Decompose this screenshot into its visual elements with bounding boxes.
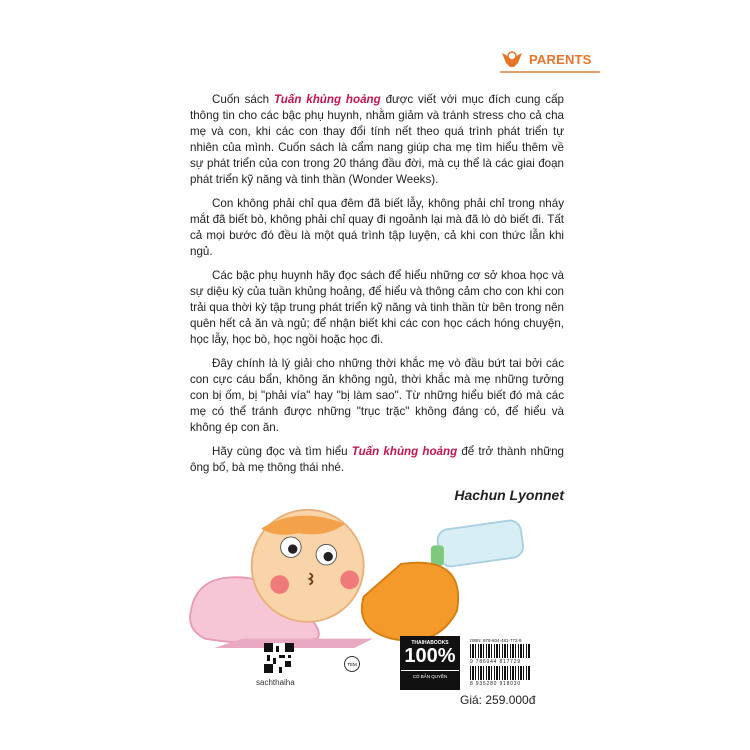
paragraph-3: Các bậc phụ huynh hãy đọc sách để hiểu những cơ sở khoa học và sự diệu kỳ của tuần khủng hoảng, để hiểu và thông cảm cho con khi con trải qua thời kỳ tập trung phát triển kỹ năng và tinh thần từ bên trong nên quên hết cả ăn và ngủ; để nhận biết khi các con học cách hóng chuyện, học lẫy, học bò, học ngồi hoặc học đi. [190, 269, 564, 346]
brand-label: PARENTS [529, 51, 592, 67]
badge-percent: 100% [404, 645, 456, 667]
qr-label: sachthaiha [256, 678, 295, 687]
barcode-number-2: 8 935280 918030 [470, 681, 521, 687]
text: để trở thành những ông bố, bà mẹ thông thái nhé. [190, 445, 564, 474]
blurb [190, 92, 564, 484]
badge-caption: CÓ BẢN QUYỀN [401, 670, 459, 679]
author-name: Hachun Lyonnet [454, 487, 564, 503]
paragraph-2: Con không phải chỉ qua đêm đã biết lẫy, không phải chỉ trong nháy mắt đã biết bò, không phải chỉ quay đi ngoảnh lại mà đã lò dò biết đi. Tất cả mọi bước đó đều là một quá trình tập luyện, cả khi con thức lẫn khi ngủ. [190, 197, 564, 258]
baby-illustration [178, 508, 568, 648]
paragraph-1 [190, 92, 564, 188]
content-column [190, 92, 564, 648]
isbn: ISBN: 978-604-481-772-9 [470, 638, 522, 643]
barcode-number-1: 9 786044 817729 [470, 659, 521, 665]
text: Hãy cùng đọc và tìm hiểu [212, 445, 352, 458]
copyright-badge [400, 636, 460, 690]
badge-publisher: THAIHABOOKS [411, 640, 449, 646]
qr-code[interactable] [264, 643, 294, 673]
paragraph-4: Đây chính là lý giải cho những thời khắc mẹ vò đầu bứt tai bởi các con cực cáu bẩn, không ăn không ngủ, thời khắc mà mẹ những tưởng con bị ốm, bị "phải vía" hay "bị làm sao". Từ những hiểu biết đó mà các mẹ có thể tránh được những "trục trặc" không đáng có, để hiểu và không ép con ăn. [190, 357, 564, 434]
book-title: Tuấn khủng hoảng [273, 93, 381, 106]
barcode-ean [470, 666, 530, 680]
price: Giá: 259.000đ [460, 693, 536, 707]
barcode-block [470, 638, 530, 687]
text: Cuốn sách [212, 93, 274, 106]
book-title: Tuấn khủng hoảng [351, 445, 458, 458]
tem-stamp: TEM [344, 656, 360, 672]
barcode-isbn [470, 644, 530, 658]
text: được viết với mục đích cung cấp thông tin cho các bậc phụ huynh, nhằm giảm và tránh stress cho cả cha mẹ và con, khi các con thay đổi tính nết theo quá trình phát triển tự nhiên của mình. Cuốn sách là cẩm nang giúp cha mẹ tìm hiểu thêm về sự phát triển của con trong 20 tháng đầu đời, mà cụ thể là các giai đoạn phát triển kỹ năng và tinh thần (Wonder Weeks). [190, 93, 565, 186]
brand-logo [500, 47, 600, 73]
paragraph-5 [190, 444, 564, 476]
hands-heart-icon [500, 49, 524, 69]
